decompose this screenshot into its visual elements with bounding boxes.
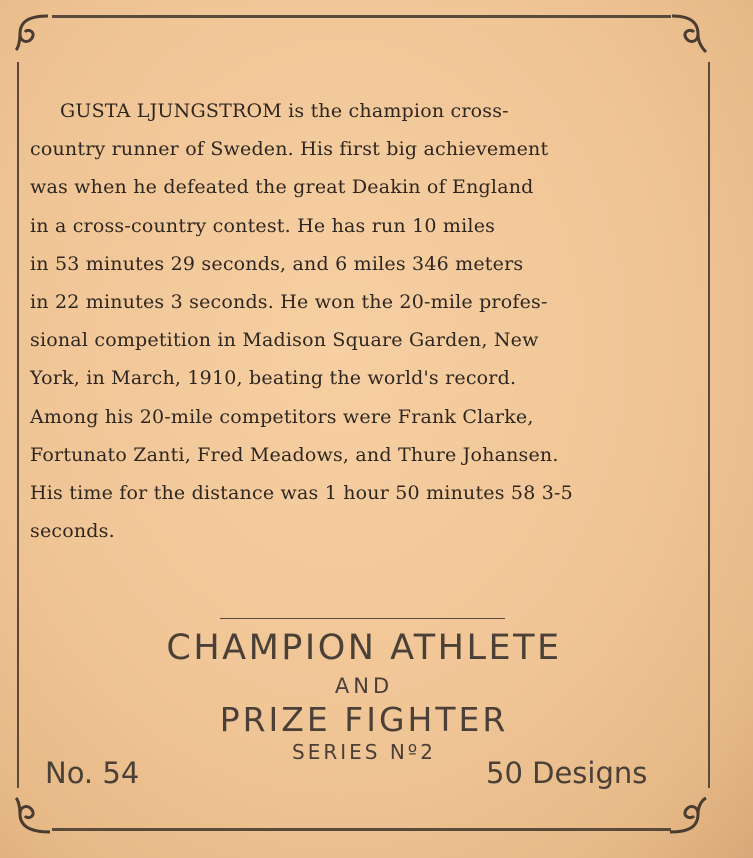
series-number: SERIES Nº2 [292, 740, 436, 764]
border-top [52, 15, 671, 18]
corner-scroll-icon [664, 792, 712, 840]
bio-line: Fortunato Zanti, Fred Meadows, and Thure Johansen. [30, 443, 559, 466]
bio-line: country runner of Sweden. His first big achievement [30, 138, 549, 161]
bio-line: His time for the distance was 1 hour 50 minutes 58 3-5 [30, 482, 573, 505]
bio-line: was when he defeated the great Deakin of England [30, 176, 534, 199]
bio-line: in 53 minutes 29 seconds, and 6 miles 346 meters [30, 252, 524, 275]
bio-line: in 22 minutes 3 seconds. He won the 20-mile profes- [30, 291, 548, 314]
border-bottom [52, 828, 671, 831]
divider [220, 618, 505, 619]
bio-line: GUSTA LJUNGSTROM is the champion cross- [60, 100, 509, 122]
series-title-line2: PRIZE FIGHTER [219, 700, 509, 739]
bio-line: sional competition in Madison Square Garden, New [30, 329, 539, 352]
bio-line: Among his 20-mile competitors were Frank Clarke, [30, 405, 534, 428]
corner-scroll-icon [8, 792, 56, 840]
bio-line: seconds. [30, 520, 115, 543]
bio-line: York, in March, 1910, beating the world's record. [30, 367, 517, 390]
series-title-line1: CHAMPION ATHLETE [166, 628, 562, 668]
bio-line: in a cross-country contest. He has run 10 miles [30, 214, 496, 237]
athlete-biography [30, 92, 690, 550]
corner-scroll-icon [664, 8, 712, 56]
series-title-and: AND [334, 674, 394, 698]
corner-scroll-icon [8, 8, 56, 56]
card-number: No. 54 [45, 756, 140, 790]
designs-count: 50 Designs [486, 756, 648, 790]
